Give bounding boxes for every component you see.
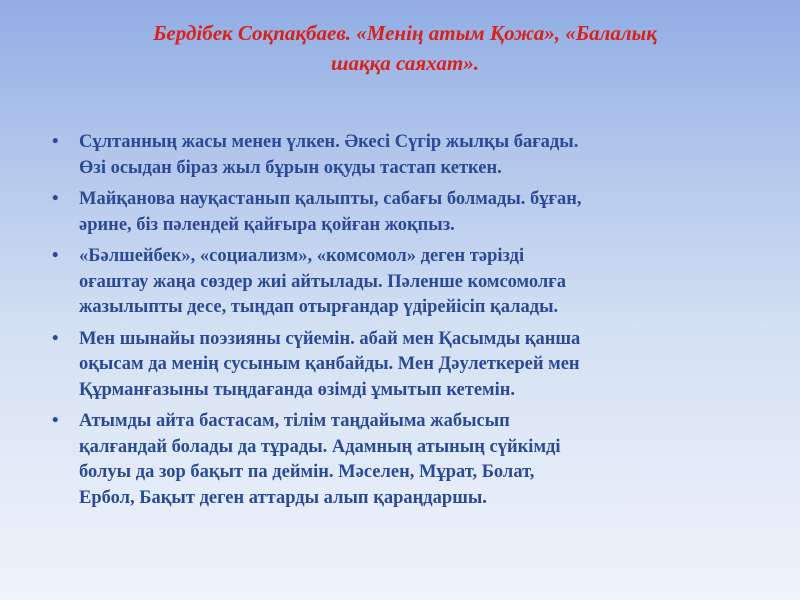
bullet-text-line: «Бәлшейбек», «социализм», «комсомол» деген тәрізді [79,246,525,266]
bullet-text-line: Сұлтанның жасы менен үлкен. Әкесі Сүгір жылқы бағады. [79,132,579,152]
title-line-2: шаққа саяхат». [331,51,479,75]
bullet-text-line: Атымды айта бастасам, тілім таңдайыма жабысып [79,411,510,431]
bullet-dot-icon: • [52,189,59,209]
bullet-text-line: қалғандай болады да тұрады. Адамның атының сүйкімді [79,436,561,457]
bullet-text-line: болуы да зор бақыт па деймін. Мәселен, Мұрат, Болат, [79,462,535,482]
bullet-text-line: оғаштау жаңа сөздер жиі айтылады. Пәленше комсомолға [79,271,566,292]
title-line-1: Бердібек Соқпақбаев. «Менің атым Қожа», «Балалық [153,21,657,45]
bullet-text-line: Ербол, Бақыт деген аттарды алып қараңдаршы. [79,487,487,508]
bullet-text-line: Құрманғазыны тыңдағанда өзімді ұмытып кетемін. [79,379,516,400]
bullet-item-2 [52,187,767,238]
bullet-text-line: жазылыпты десе, тыңдап отырғандар үдірейісіп қалады. [79,297,559,317]
bullet-list [52,130,767,517]
bullet-text-line: оқысам да менің сусыным қанбайды. Мен Дәулеткерей мен [79,354,580,374]
bullet-dot-icon: • [52,132,59,152]
bullet-text-line: Өзі осыдан біраз жыл бұрын оқуды тастап кеткен. [79,157,502,178]
bullet-item-3 [52,244,767,321]
bullet-dot-icon: • [52,328,59,349]
bullet-text-line: Майқанова науқастанып қалыпты, сабағы болмады. бұған, [79,189,582,209]
bullet-item-4 [52,327,767,404]
bullet-dot-icon: • [52,246,59,266]
bullet-dot-icon: • [52,411,59,431]
bullet-item-1 [52,130,767,181]
bullet-text-line: Мен шынайы поэзияны сүйемін. абай мен Қасымды қанша [79,328,581,349]
bullet-item-5 [52,409,767,511]
slide-title [60,18,750,78]
bullet-text-line: әрине, біз пәлендей қайғыра қойған жоқпыз. [79,214,455,235]
